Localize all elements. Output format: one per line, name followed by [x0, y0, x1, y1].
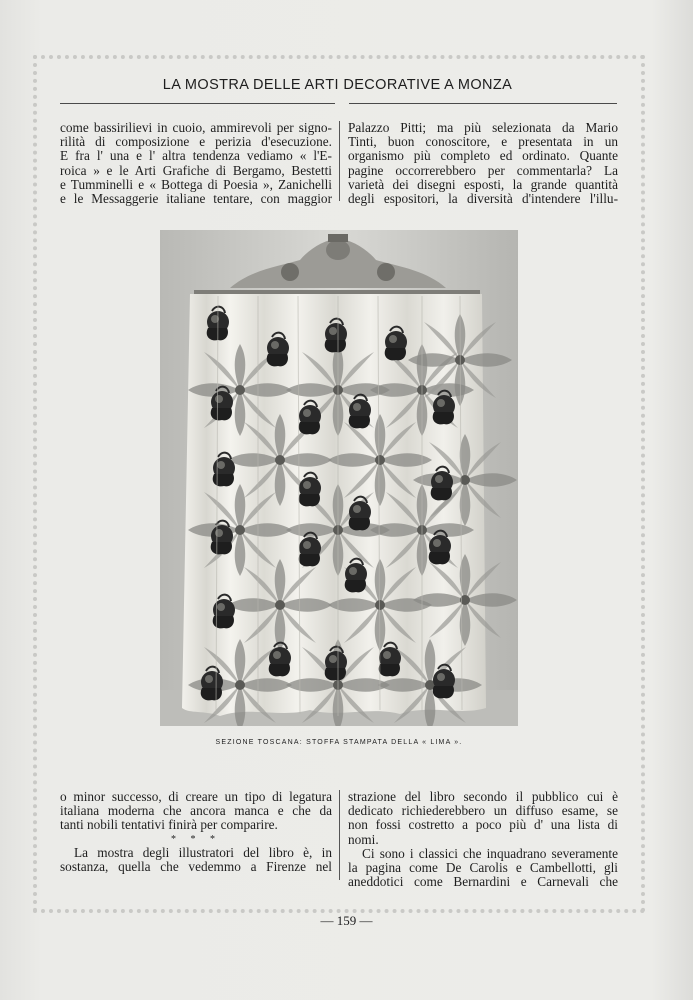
text-line: Palazzo Pitti; ma più selezionata da Mario: [348, 120, 618, 135]
text-line: la pagina come De Carolis e Cambellotti, gli: [348, 860, 618, 876]
text-line: rilità di composizione e perizia d'esecuzione.: [60, 134, 332, 150]
page-number: — 159 —: [320, 913, 373, 928]
text-line: sostanza, quella che vedemmo a Firenze nel: [60, 858, 332, 874]
section-separator: * * *: [171, 833, 221, 845]
text-line: non fossi costretto a poco più d' una lista di: [348, 817, 618, 833]
text-line: strazione del libro secondo il pubblico cui è: [348, 789, 618, 804]
text-line: organismo più completo ed ordinato. Quante: [348, 148, 618, 164]
text-line: pagine occorrerebbero per commentarla? La: [348, 162, 618, 178]
bottom-left-column: [60, 790, 332, 874]
text-line: varietà dei disegni esposti, la grande quantità: [348, 176, 618, 192]
text-line: e le Messaggerie italiane tentare, con maggior: [60, 191, 332, 207]
fabric-illustration: [160, 230, 518, 726]
column-divider-bottom: [339, 790, 340, 880]
text-line: italiana moderna che ancora manca e che da: [60, 803, 332, 819]
fabric-photograph: [160, 230, 518, 726]
bottom-right-column: [348, 790, 618, 889]
figure-caption: SEZIONE TOSCANA: STOFFA STAMPATA DELLA « LIMA ».: [215, 739, 463, 746]
top-left-column: [60, 121, 332, 206]
text-line: aneddotici come Bernardini e Carnevali che: [348, 874, 618, 890]
text-line: La mostra degli illustratori del libro è, in: [74, 844, 332, 860]
running-title: LA MOSTRA DELLE ARTI DECORATIVE A MONZA: [162, 77, 513, 93]
text-line: Tinti, buon conoscitore, e presentata in un: [348, 134, 618, 150]
text-line: E fra l' una e l' altra tendenza vediamo « l'E-: [60, 148, 332, 164]
header-rule-right: [349, 103, 617, 104]
header-rule-left: [60, 103, 335, 104]
text-line: degli espositori, la diversità d'intendere l'illu-: [348, 191, 618, 207]
text-line: nomi.: [348, 831, 379, 847]
text-line: o minor successo, di creare un tipo di legatura: [60, 789, 332, 804]
text-line: e Tumminelli e « Bottega di Poesia », Zanichelli: [60, 176, 332, 192]
text-line: Ci sono i classici che inquadrano severamente: [362, 845, 618, 861]
text-line: roica » e le Arti Grafiche di Bergamo, Bestetti: [60, 162, 332, 178]
top-right-column: [348, 121, 618, 206]
text-line: come bassirilievi in cuoio, ammirevoli per signo-: [60, 120, 332, 135]
text-line: tanti nobili tentativi finirà per comparire.: [60, 817, 278, 833]
column-divider-top: [339, 121, 340, 201]
text-line: dedicato richiederebbero un diffuso esame, se: [348, 803, 618, 819]
